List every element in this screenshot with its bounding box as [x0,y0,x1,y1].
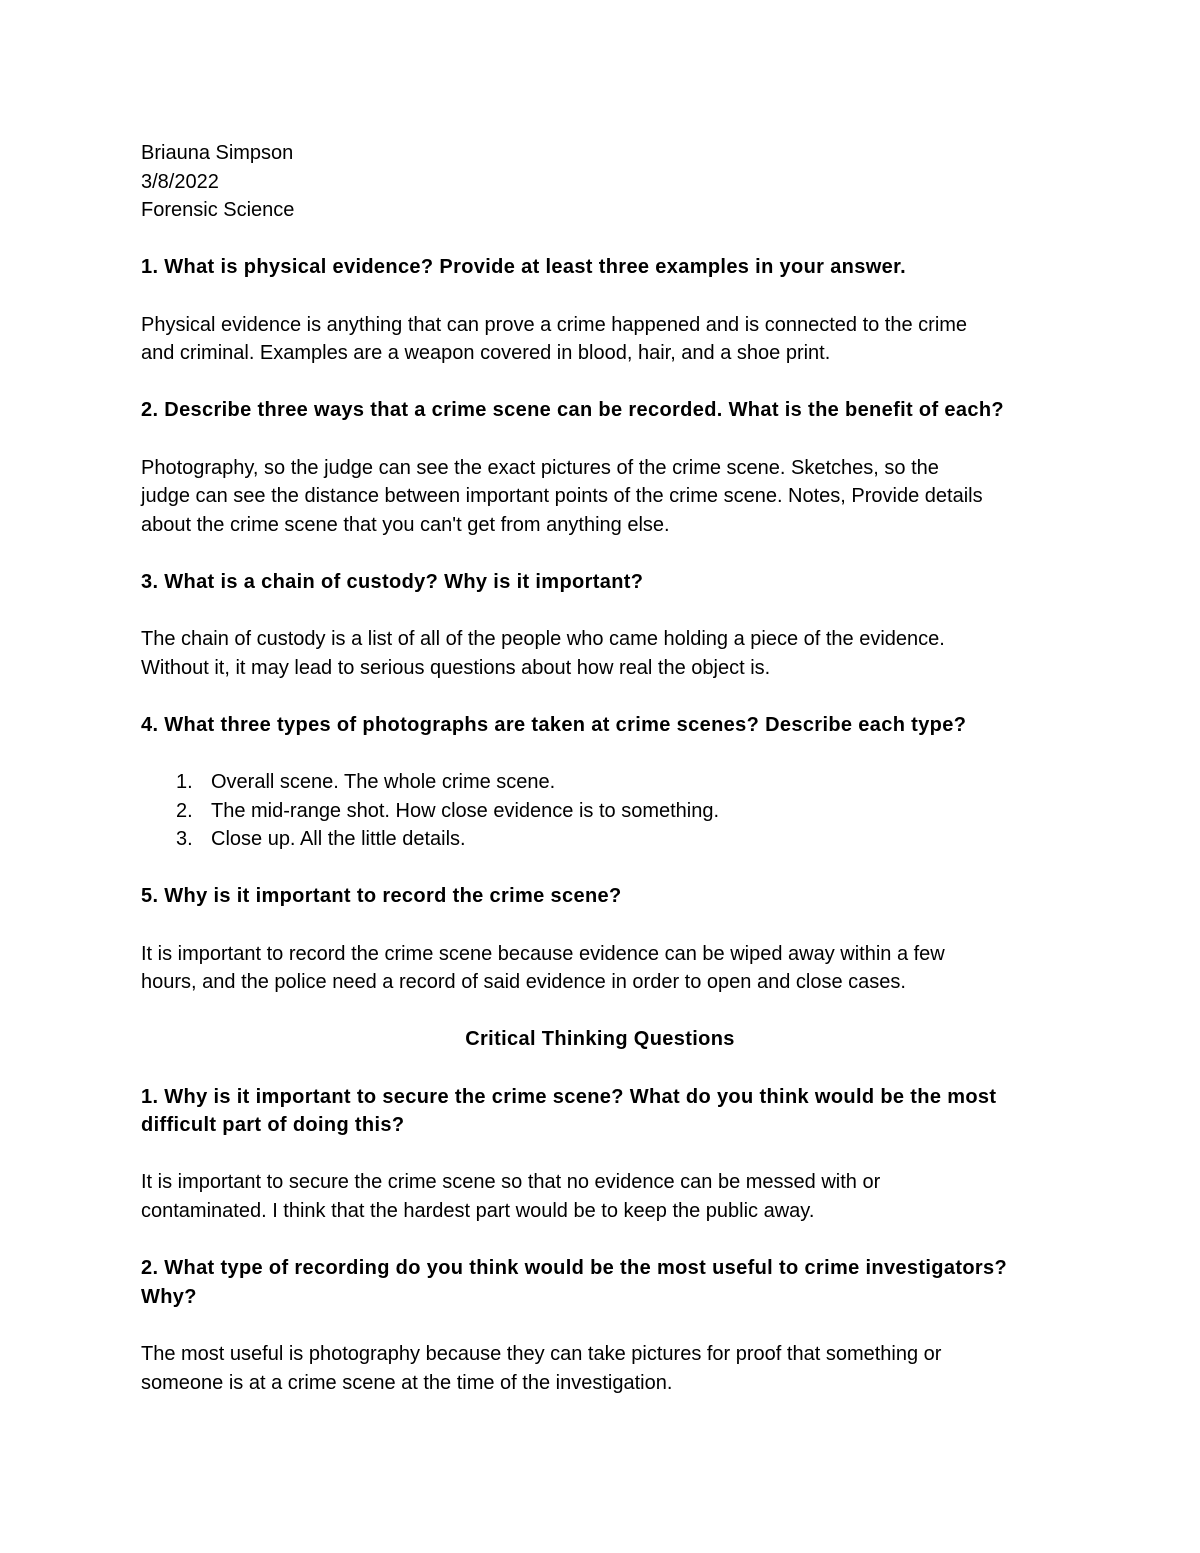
answer-1-line: and criminal. Examples are a weapon covered in blood, hair, and a shoe print. [141,342,831,365]
question-2: 2. Describe three ways that a crime scene can be recorded. What is the benefit of each? [141,399,1004,422]
student-name: Briauna Simpson [141,142,294,164]
photo-types-list [141,768,1061,854]
answer-3-line: Without it, it may lead to serious questions about how real the object is. [141,656,771,679]
course-name: Forensic Science [141,199,295,222]
list-text: Close up. All the little details. [211,828,466,851]
answer-1-line: Physical evidence is anything that can prove a crime happened and is connected to the crime [141,313,968,336]
critical-thinking-heading: Critical Thinking Questions [465,1028,735,1051]
document-page [141,139,1061,1397]
list-item [141,797,1061,826]
list-item [141,825,1061,854]
list-number: 2. [176,799,193,822]
critical-answer-1-line: It is important to secure the crime scene so that no evidence can be messed with or [141,1171,881,1194]
assignment-date: 3/8/2022 [141,170,219,193]
question-1: 1. What is physical evidence? Provide at least three examples in your answer. [141,256,907,279]
critical-answer-2-line: The most useful is photography because they can take pictures for proof that something or [141,1342,942,1365]
critical-answer-1-line: contaminated. I think that the hardest part would be to keep the public away. [141,1199,815,1222]
question-3: 3. What is a chain of custody? Why is it important? [141,570,644,593]
answer-5-line: It is important to record the crime scene because evidence can be wiped away within a few [141,942,945,965]
list-number: 1. [176,771,193,794]
critical-answer-2-line: someone is at a crime scene at the time of the investigation. [141,1371,673,1394]
critical-question-2-line: 2. What type of recording do you think would be the most useful to crime investigators? [141,1257,1008,1280]
answer-2-line: Photography, so the judge can see the exact pictures of the crime scene. Sketches, so the [141,456,939,479]
list-number: 3. [176,828,193,851]
answer-2-line: judge can see the distance between important points of the crime scene. Notes, Provide details [141,485,983,508]
list-text: The mid-range shot. How close evidence is to something. [211,799,720,822]
answer-2-line: about the crime scene that you can't get from anything else. [141,513,670,536]
list-item [141,768,1061,797]
question-4: 4. What three types of photographs are taken at crime scenes? Describe each type? [141,713,967,736]
answer-3-line: The chain of custody is a list of all of the people who came holding a piece of the evidence. [141,628,945,651]
critical-question-2-line: Why? [141,1285,197,1308]
critical-question-1-line: difficult part of doing this? [141,1114,405,1137]
list-text: Overall scene. The whole crime scene. [211,771,556,794]
answer-5-line: hours, and the police need a record of said evidence in order to open and close cases. [141,971,906,994]
critical-question-1-line: 1. Why is it important to secure the crime scene? What do you think would be the most [141,1085,997,1108]
question-5: 5. Why is it important to record the crime scene? [141,885,622,908]
